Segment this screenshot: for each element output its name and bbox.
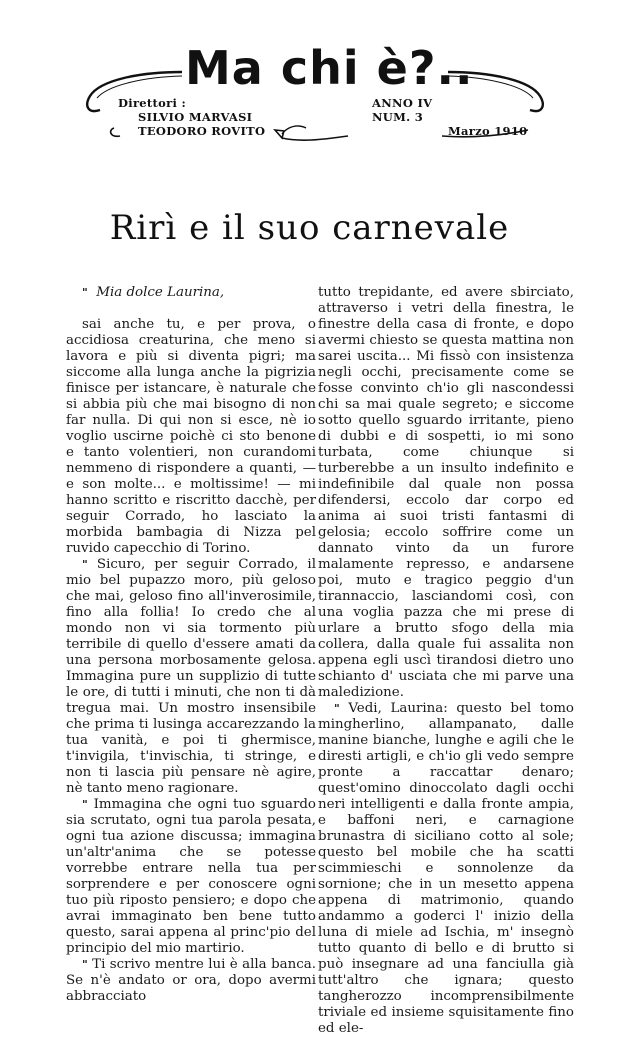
issue-date: Marzo 1910 <box>448 124 528 138</box>
paragraph-row <box>318 701 574 1037</box>
salutation: Mia dolce Laurina, <box>96 285 225 300</box>
paragraph-mark-icon: " <box>82 286 88 299</box>
paragraph-mark-icon: " <box>82 798 88 811</box>
paragraph: Sicuro, per seguir Corrado, il mio bel pupazzo moro, più geloso che mai, geloso fino all'inverosimile, fino alla follia! Io credo che al mondo non vi sia tormento più terribile di quello d'essere amati da una persona morbosamente gelosa. Immagina pure un supplizio di tutte le ore, di tutti i minuti, che non ti dà tregua mai. Un mostro insensibile che prima ti lusinga accarezzando la tua vanità, e poi ti ghermisce, t'invigila, t'invischia, ti stringe, e non ti lascia più pensare nè agire, nè tanto meno ragionare. <box>66 557 316 796</box>
article-title: Rirì e il suo carnevale <box>109 208 510 248</box>
directors-label: Direttori : <box>118 96 186 110</box>
paragraph-row <box>66 957 316 1005</box>
article-column-right <box>318 285 574 1037</box>
masthead <box>70 30 560 155</box>
paragraph: tutto trepidante, ed avere sbirciato, attraverso i vetri della finestra, le finestre della casa di fronte, e dopo avermi chiesto se questa mattina non sarei uscita... Mi fissò con insistenza negli occhi, precisamente come se fosse convinto ch'io gli nascondessi chi sa mai quale segreto; e siccome sotto quello sguardo irritante, pieno di dubbi e di sospetti, io mi sono turbata, come chiunque si turberebbe a un insulto indefinito e indefinibile dal quale non possa difendersi, eccolo dar corpo ed anima ai suoi tristi fantasmi di gelosia; eccolo soffrire come un dannato vinto da un furore malamente represso, e andarsene poi, muto e tragico peggio d'un tirannaccio, lasciandomi così, con una voglia pazza che mi prese di urlare a brutto sfogo della mia collera, dalla quale fui assalita non appena egli uscì tirandosi dietro uno schianto d' usciata che mi parve una maledizione. <box>318 285 574 700</box>
director-name: TEODORO ROVITO <box>138 124 266 138</box>
salutation-line <box>66 285 316 301</box>
issue-year: ANNO IV <box>372 96 433 110</box>
masthead-title: Ma chi è?.. <box>185 41 474 95</box>
paragraph-row <box>66 797 316 957</box>
paragraph: sai anche tu, e per prova, o accidiosa creaturina, che meno si lavora e più si diventa pigri; ma siccome alla lunga anche la pigrizia finisce per istancare, è naturale che si abbia più che mai bisogno di non far nulla. Di qui non si esce, nè io voglio uscirne poichè ci sto benone e tanto volentieri, non curandomi nemmeno di rispondere a quanti, — e son molte... e moltissime! — mi hanno scritto e riscritto dacchè, per seguir Corrado, ho lasciato la morbida bambagia di Nizza pel ruvido capecchio di Torino. <box>66 317 316 556</box>
paragraph-mark-icon: " <box>82 958 88 971</box>
paragraph: Immagina che ogni tuo sguardo sia scrutato, ogni tua parola pesata, ogni tua azione discussa; immagina un'altr'anima che se potesse vorrebbe entrare nella tua per sorprendere e per conoscere ogni tuo più riposto pensiero; e dopo che avrai immaginato ben bene tutto questo, sarai appena al princ'pio del principio del mio martirio. <box>66 797 316 956</box>
paragraph: Vedi, Laurina: questo bel tomo mingherlino, allampanato, dalle manine bianche, lunghe e agili che le diresti artigli, e ch'io gli vedo sempre pronte a raccattar denaro; quest'omino dinoccolato dagli occhi neri intelligenti e dalla fronte ampia, e baffoni neri, e carnagione brunastra di siciliano cotto al sole; questo bel mobile che ha scatti scimmieschi e sonnolenze da sornione; che in un mesetto appena appena di matrimonio, quando andammo a goderci l' inizio della luna di miele ad Ischia, m' insegnò tutto quanto di bello e di brutto si può insegnare ad una fanciulla già tutt'altro che ignara; questo tangherozzo incomprensibilmente triviale ed insieme squisitamente fino ed ele- <box>318 701 574 1036</box>
issue-number: NUM. 3 <box>372 110 424 124</box>
paragraph-mark-icon: " <box>334 702 340 715</box>
paragraph-mark-icon: " <box>82 558 88 571</box>
article-column-left <box>66 285 316 1005</box>
director-name: SILVIO MARVASI <box>138 110 253 124</box>
paragraph: Ti scrivo mentre lui è alla banca. Se n'è andato or ora, dopo avermi abbracciato <box>66 957 316 1004</box>
paragraph-row <box>66 557 316 797</box>
